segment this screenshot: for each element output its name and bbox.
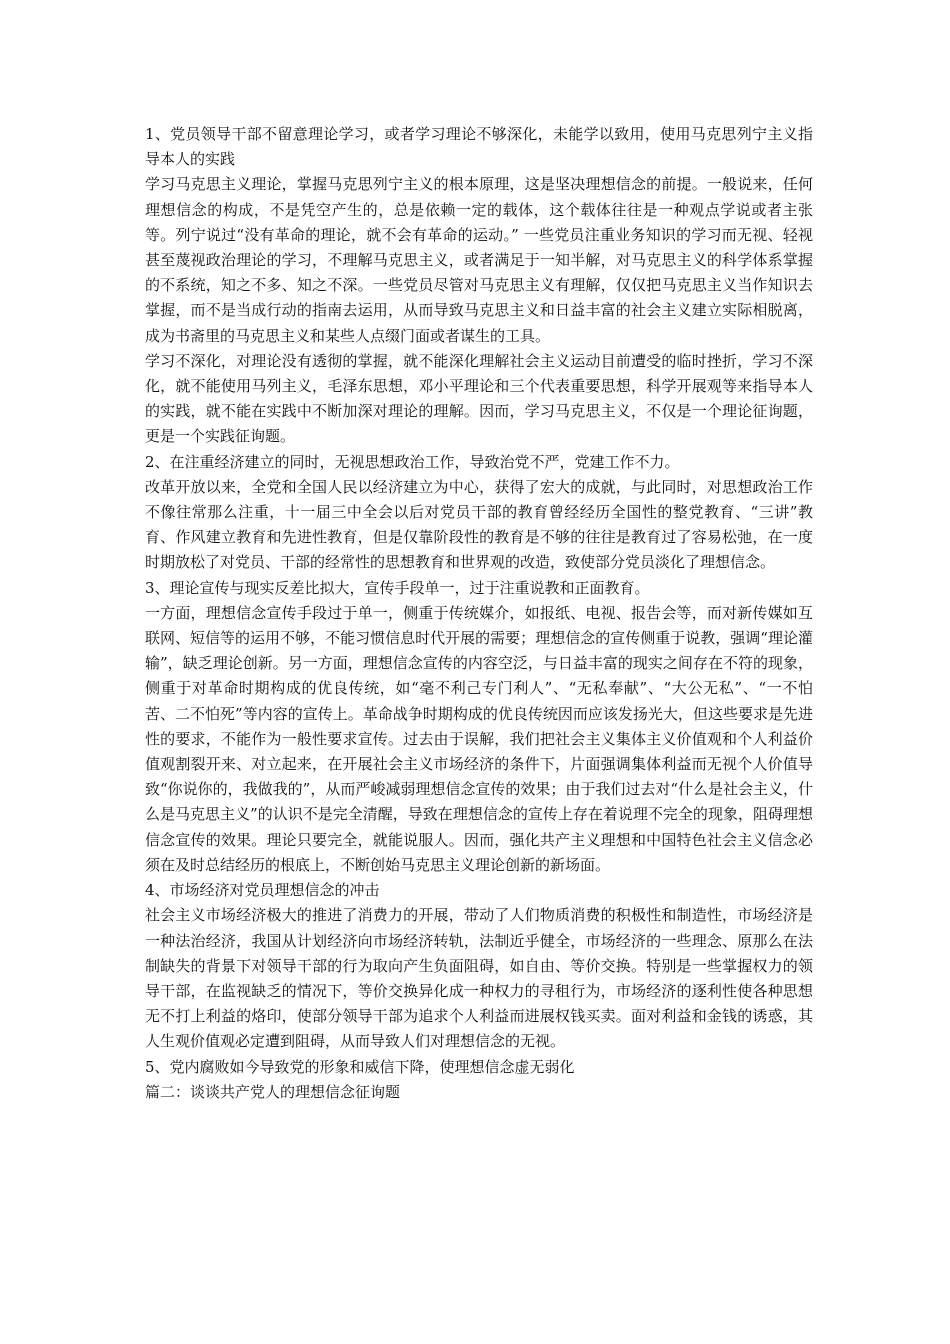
document-body — [145, 122, 813, 1105]
heading-point-5: 5、党内腐败如今导致党的形象和威信下降，使理想信念虚无弱化 — [145, 1057, 575, 1076]
heading-point-4: 4、市场经济对党员理想信念的冲击 — [145, 881, 380, 900]
paragraph-propaganda: 一方面，理想信念宣传手段过于单一，侧重于传统媒介，如报纸、电视、报告会等，而对新传媒如互联网、短信等的运用不够，不能习惯信息时代开展的需要；理想信念的宣传侧重于说教，强调“理论灌输”，缺乏理论创新。另一方面，理想信念宣传的内容空泛，与日益丰富的现实之间存在不符的现象，侧重于对革命时期构成的优良传统，如“毫不利己专门利人”、“无私奉献”、“大公无私”、“一不怕苦、二不怕死”等内容的宣传上。革命战争时期构成的优良传统因而应该发扬光大，但这些要求是先进性的要求，不能作为一般性要求宣传。过去由于误解，我们把社会主义集体主义价值观和个人利益价值观割裂开来、对立起来，在开展社会主义市场经济的条件下，片面强调集体利益而无视个人价值导致“你说你的，我做我的”，从而严峻减弱理想信念宣传的效果；由于我们过去对“什么是社会主义，什么是马克思主义”的认识不是完全清醒，导致在理想信念的宣传上存在着说理不完全的现象，阻碍理想信念宣传的效果。理论只要完全，就能说服人。因而，强化共产主义理想和中国特色社会主义信念必须在及时总结经历的根底上，不断创始马克思主义理论创新的新场面。 — [145, 603, 814, 874]
paragraph-theory-study: 学习马克思主义理论，掌握马克思列宁主义的根本原理，这是坚决理想信念的前提。一般说来，任何理想信念的构成，不是凭空产生的，总是依赖一定的载体，这个载体往往是一种观点学说或者主张等。列宁说过“没有革命的理论，就不会有革命的运动。” 一些党员注重业务知识的学习而无视、轻视甚至蔑视政治理论的学习，不理解马克思主义，或者满足于一知半解，对马克思主义的科学体系掌握的不系统，知之不多、知之不深。一些党员尽管对马克思主义有理解，仅仅把马克思主义当作知识去掌握，而不是当成行动的指南去运用，从而导致马克思主义和日益丰富的社会主义建立实际相脱离，成为书斋里的马克思主义和某些人点缀门面或者谋生的工具。 — [145, 175, 813, 345]
heading-point-3: 3、理论宣传与现实反差比拟大，宣传手段单一，过于注重说教和正面教育。 — [145, 578, 650, 597]
heading-point-2: 2、在注重经济建立的同时，无视思想政治工作，导致治党不严，党建工作不力。 — [145, 452, 680, 471]
heading-point-1: 1、党员领导干部不留意理论学习，或者学习理论不够深化，未能学以致用，使用马克思列宁主义指导本人的实践 — [145, 125, 813, 169]
paragraph-market-economy: 社会主义市场经济极大的推进了消费力的开展，带动了人们物质消费的积极性和制造性，市场经济是一种法治经济，我国从计划经济向市场经济转轨，法制近乎健全，市场经济的一些理念、原那么在法制缺失的背景下对领导干部的行为取向产生负面阻碍，如自由、等价交换。特别是一些掌握权力的领导干部，在监视缺乏的情况下，等价交换异化成一种权力的寻租行为，市场经济的逐利性使各种思想无不打上利益的烙印，使部分领导干部为追求个人利益而进展权钱买卖。面对利益和金钱的诱惑，其人生观价值观必定遭到阻碍，从而导致人们对理想信念的无视。 — [145, 906, 813, 1051]
paragraph-study-depth: 学习不深化，对理论没有透彻的掌握，就不能深化理解社会主义运动目前遭受的临时挫折，学习不深化，就不能使用马列主义，毛泽东思想，邓小平理论和三个代表重要思想，科学开展观等来指导本人的实践，就不能在实践中不断加深对理论的理解。因而，学习马克思主义，不仅是一个理论征询题，更是一个实践征询题。 — [145, 351, 813, 446]
paragraph-reform-opening: 改革开放以来，全党和全国人民以经济建立为中心，获得了宏大的成就，与此同时，对思想政治工作不像往常那么注重，十一届三中全会以后对党员干部的教育曾经经历全国性的整党教育、“三讲”教育、作风建立教育和先进性教育，但是仅靠阶段性的教育是不够的往往是教育过了容易松弛，在一度时期放松了对党员、干部的经常性的思想教育和世界观的改造，致使部分党员淡化了理想信念。 — [145, 477, 813, 572]
section-title-part-two: 篇二：谈谈共产党人的理想信念征询题 — [145, 1082, 401, 1101]
